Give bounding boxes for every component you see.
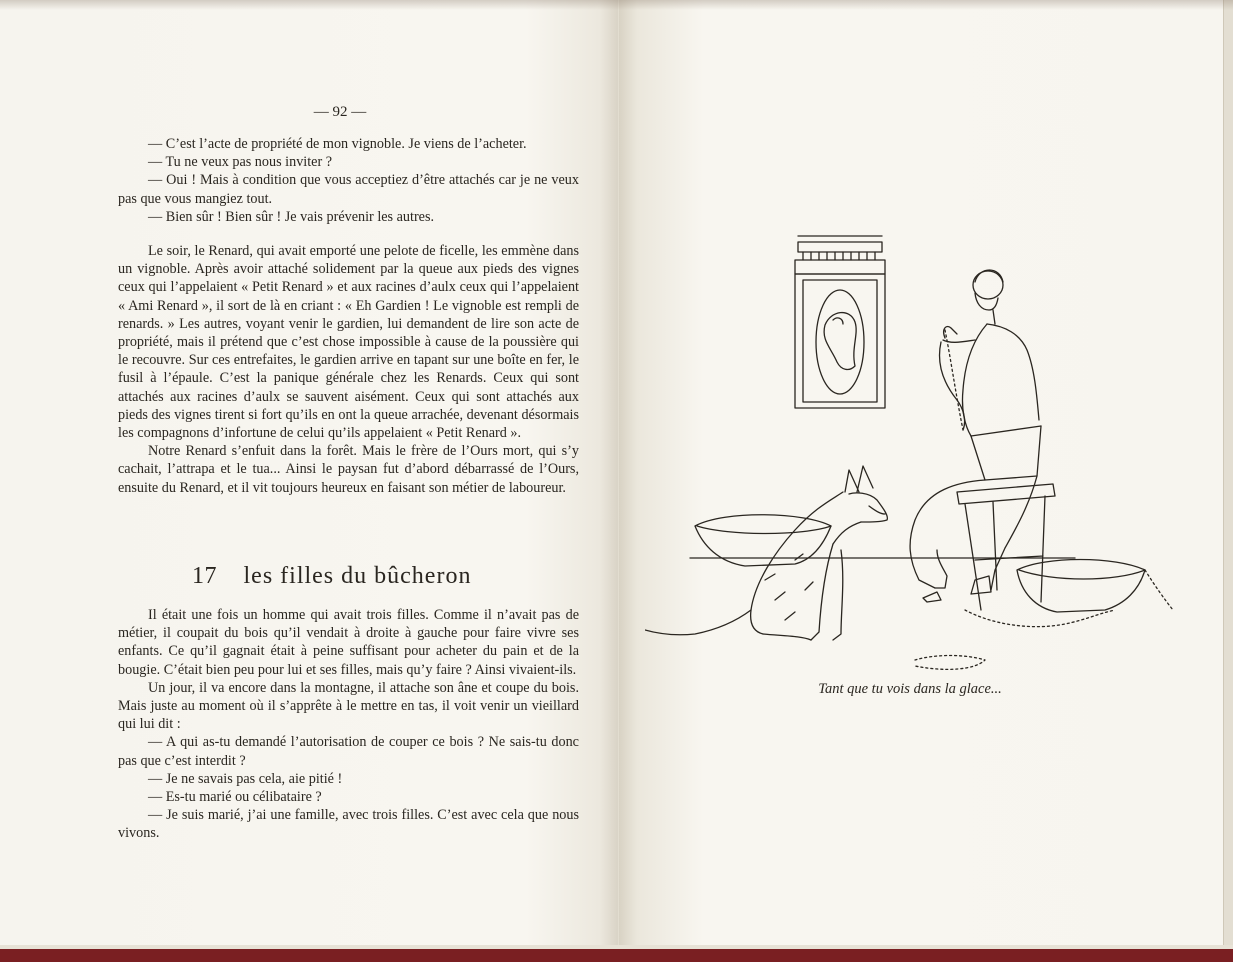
chapter-number: 17 xyxy=(192,563,217,589)
paragraph: Notre Renard s’enfuit dans la forêt. Mais le frère de l’Ours mort, qui s’y cachait, l’attrapa et le tua... Ainsi le paysan fut d’abord débarrassé de l’Ours, ensuite du Renard, et il vit toujours heureux en faisant son métier de laboureur. xyxy=(118,443,579,496)
basket-icon xyxy=(695,515,1145,612)
bead-necklace-icon xyxy=(915,330,1173,669)
illustration xyxy=(645,230,1185,680)
paragraph: — Es-tu marié ou célibataire ? xyxy=(148,789,322,806)
paragraph: — Je suis marié, j’ai une famille, avec trois filles. C’est avec cela que nous vivons. xyxy=(118,807,579,842)
paragraph: — Tu ne veux pas nous inviter ? xyxy=(148,154,333,171)
chapter-heading xyxy=(192,563,471,590)
paragraph: — Bien sûr ! Bien sûr ! Je vais prévenir les autres. xyxy=(148,208,435,225)
paragraph: — Oui ! Mais à condition que vous acceptiez d’être attachés car je ne veux pas que vous mangiez tout. xyxy=(118,172,579,207)
chapter-text-block xyxy=(118,606,579,843)
page-number: — 92 — xyxy=(313,104,367,120)
paragraph: Il était une fois un homme qui avait trois filles. Comme il n’avait pas de métier, il coupait du bois qu’il vendait à droite à gauche pour faire vivre ses enfants. Ce qu’il gagnait était à peine suffisant pour acheter du pain et de la bougie. C’était bien peu pour lui et ses filles, mais qu’y faire ? Ainsi vivaient-ils. xyxy=(118,607,579,678)
mirror-icon xyxy=(795,236,885,408)
paragraph: — C’est l’acte de propriété de mon vignoble. Je viens de l’acheter. xyxy=(148,136,527,152)
illustration-caption: Tant que tu vois dans la glace... xyxy=(818,681,1002,697)
book-cover-edge xyxy=(0,945,1233,962)
page-edge xyxy=(1223,0,1233,945)
dialogue-block-1 xyxy=(118,135,579,226)
woman-figure-icon xyxy=(910,270,1041,602)
paragraph: — A qui as-tu demandé l’autorisation de couper ce bois ? Ne sais-tu donc pas que c’est interdit ? xyxy=(118,734,579,769)
fox-icon xyxy=(645,466,887,640)
paragraph: — Je ne savais pas cela, aie pitié ! xyxy=(148,770,343,787)
chapter-title: les filles du bûcheron xyxy=(243,563,472,589)
narrative-block xyxy=(118,242,579,497)
paragraph: Le soir, le Renard, qui avait emporté une pelote de ficelle, les emmène dans un vignoble. Après avoir attaché solidement par la queue aux pieds des vignes ceux qui l’appelaient « Petit Renard » et aux racines d’aulx ceux qui l’appelaient « Ami Renard », il sort de là en criant : « Eh Gardien ! Le vignoble est rempli de renards. » Les autres, voyant venir le gardien, lui demandent de lire son acte de propriété, mais il prétend que c’est chose impossible à cause de la poussière qui le recouvre. Sur ces entrefaites, le gardien arrive en tapant sur une boîte en fer, le fusil à l’épaule. C’est la panique générale chez les Renards. Ceux qui sont attachés aux racines d’aulx se sauvent aisément. Ceux qui sont attachés aux pieds des vignes tirent si fort qu’ils en ont la queue arrachée, devenant désormais les compagnons d’infortune de celui qu’ils appelaient « Petit Renard ». xyxy=(118,243,579,442)
paragraph: Un jour, il va encore dans la montagne, il attache son âne et coupe du bois. Mais juste au moment où il s’apprête à le mettre en tas, il voit venir un vieillard qui lui dit : xyxy=(118,679,579,733)
